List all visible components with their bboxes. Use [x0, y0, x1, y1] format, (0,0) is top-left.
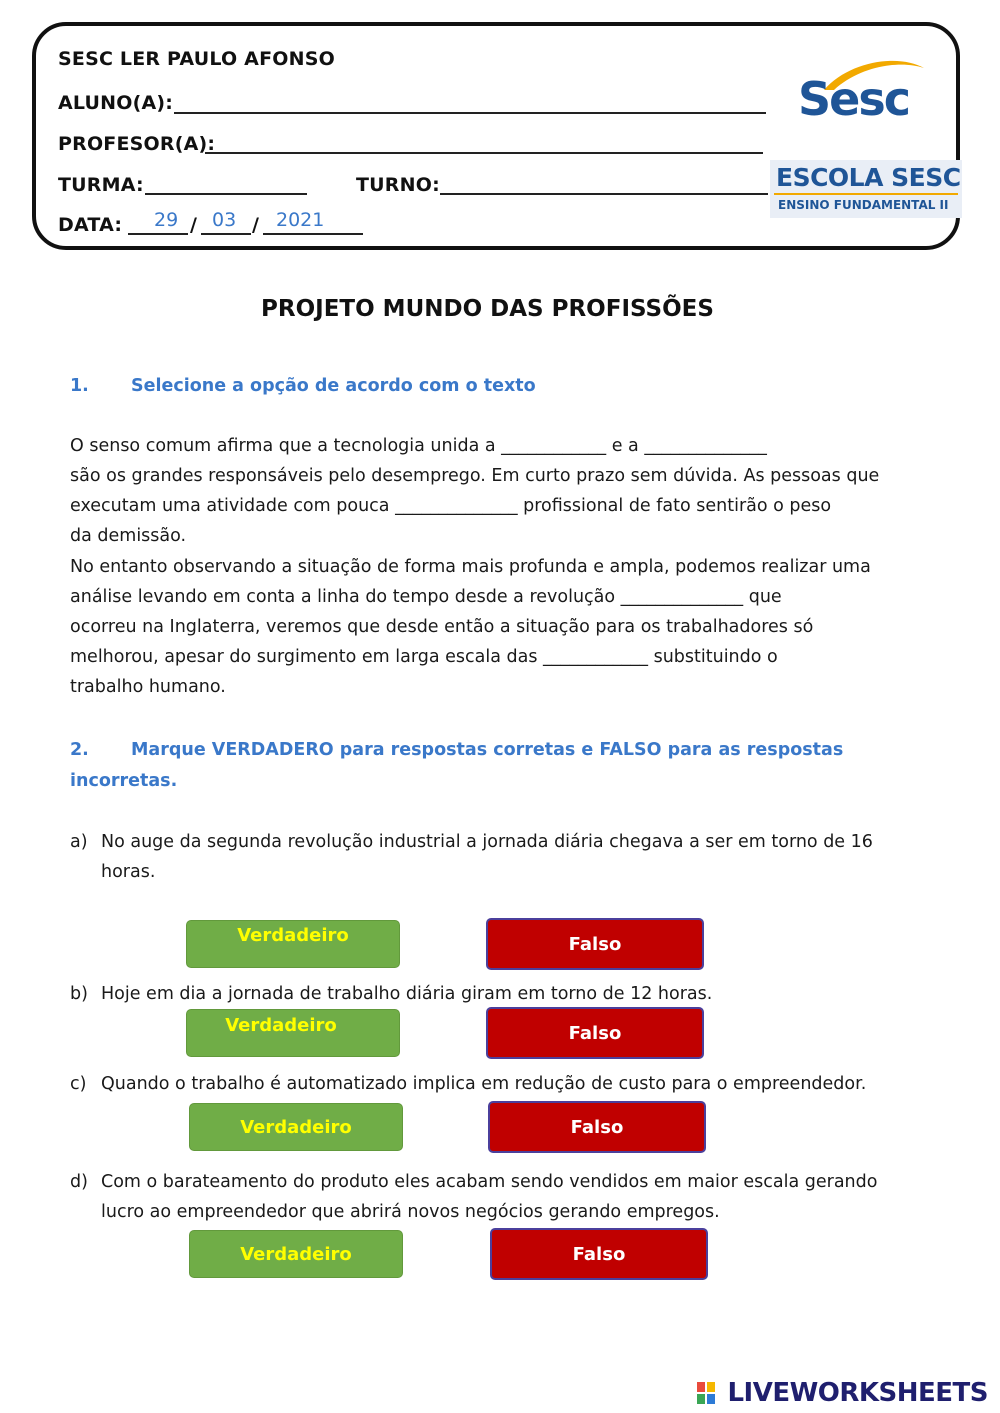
item-a-text: No auge da segunda revolução industrial a jornada diária chegava a ser em torno de 16	[101, 832, 873, 852]
logo-divider	[774, 193, 958, 195]
q1-line	[70, 617, 903, 637]
professor-label: PROFESOR(A):	[58, 133, 216, 155]
q1-line	[70, 436, 903, 456]
q1-number: 1.	[70, 376, 89, 396]
turma-label: TURMA:	[58, 174, 144, 196]
date-month[interactable]: 03	[212, 209, 237, 231]
item-c-true-button[interactable]: Verdadeiro	[189, 1103, 403, 1151]
q1-line	[70, 496, 903, 516]
q1-line	[70, 557, 903, 577]
data-label: DATA:	[58, 214, 123, 236]
date-separator: /	[252, 214, 260, 236]
q1-heading: Selecione a opção de acordo com o texto	[131, 376, 536, 396]
ensino-fundamental-logo: ENSINO FUNDAMENTAL II	[778, 198, 949, 212]
item-letter: d)	[70, 1172, 88, 1192]
item-a-false-button[interactable]: Falso	[486, 918, 704, 970]
q1-line-text: análise levando em conta a linha do tempo desde a revolução ______________ que	[70, 587, 782, 607]
item-letter: c)	[70, 1074, 87, 1094]
liveworksheets-logo	[697, 1378, 988, 1408]
escola-sesc-logo: ESCOLA SESC	[776, 163, 961, 192]
date-year-line	[263, 233, 363, 235]
q1-line-text: O senso comum afirma que a tecnologia unida a ____________ e a ______________	[70, 436, 767, 456]
q1-line-text: No entanto observando a situação de forma mais profunda e ampla, podemos realizar uma	[70, 557, 871, 577]
turma-field[interactable]	[145, 193, 307, 195]
school-name: SESC LER PAULO AFONSO	[58, 48, 335, 70]
liveworksheets-icon	[697, 1382, 725, 1404]
q1-line-text: melhorou, apesar do surgimento em larga escala das ____________ substituindo o	[70, 647, 778, 667]
item-b-false-button[interactable]: Falso	[486, 1007, 704, 1059]
q2-number: 2.	[70, 740, 89, 760]
item-c-text: Quando o trabalho é automatizado implica em redução de custo para o empreendedor.	[101, 1074, 867, 1094]
item-b-text: Hoje em dia a jornada de trabalho diária giram em torno de 12 horas.	[101, 984, 713, 1004]
date-month-line	[201, 233, 251, 235]
q2-heading-cont: incorretas.	[70, 771, 178, 791]
professor-field[interactable]	[205, 152, 763, 154]
item-a-text-cont: horas.	[101, 862, 156, 882]
date-day-line	[128, 233, 188, 235]
aluno-label: ALUNO(A):	[58, 92, 174, 114]
item-c-false-button[interactable]: Falso	[488, 1101, 706, 1153]
item-letter: b)	[70, 984, 88, 1004]
item-d-true-button[interactable]: Verdadeiro	[189, 1230, 403, 1278]
item-a-true-button[interactable]: Verdadeiro	[186, 920, 400, 968]
date-year[interactable]: 2021	[276, 209, 325, 231]
q1-line-text: executam uma atividade com pouca ______________ profissional de fato sentirão o peso	[70, 496, 832, 516]
item-d-false-button[interactable]: Falso	[490, 1228, 708, 1280]
q1-line-text: trabalho humano.	[70, 677, 226, 697]
page-title: PROJETO MUNDO DAS PROFISSÕES	[261, 296, 714, 322]
q1-line-text: ocorreu na Inglaterra, veremos que desde então a situação para os trabalhadores só	[70, 617, 814, 637]
q1-line	[70, 677, 903, 697]
item-d-text-cont: lucro ao empreendedor que abrirá novos negócios gerando empregos.	[101, 1202, 720, 1222]
item-letter: a)	[70, 832, 88, 852]
date-separator: /	[190, 214, 198, 236]
turno-field[interactable]	[440, 193, 768, 195]
q1-line-text: da demissão.	[70, 526, 187, 546]
liveworksheets-text: LIVEWORKSHEETS	[727, 1378, 988, 1408]
aluno-field[interactable]	[174, 112, 766, 114]
item-b-true-button[interactable]: Verdadeiro	[186, 1009, 400, 1057]
q1-line	[70, 466, 903, 486]
turno-label: TURNO:	[356, 174, 440, 196]
q1-line	[70, 526, 903, 546]
q2-heading: Marque VERDADERO para respostas corretas e FALSO para as respostas	[131, 740, 844, 760]
q1-line	[70, 587, 903, 607]
sesc-logo: Sesc	[798, 72, 909, 126]
q1-line-text: são os grandes responsáveis pelo desemprego. Em curto prazo sem dúvida. As pessoas que	[70, 466, 880, 486]
date-day[interactable]: 29	[154, 209, 179, 231]
q1-line	[70, 647, 903, 667]
item-d-text: Com o barateamento do produto eles acabam sendo vendidos em maior escala gerando	[101, 1172, 878, 1192]
